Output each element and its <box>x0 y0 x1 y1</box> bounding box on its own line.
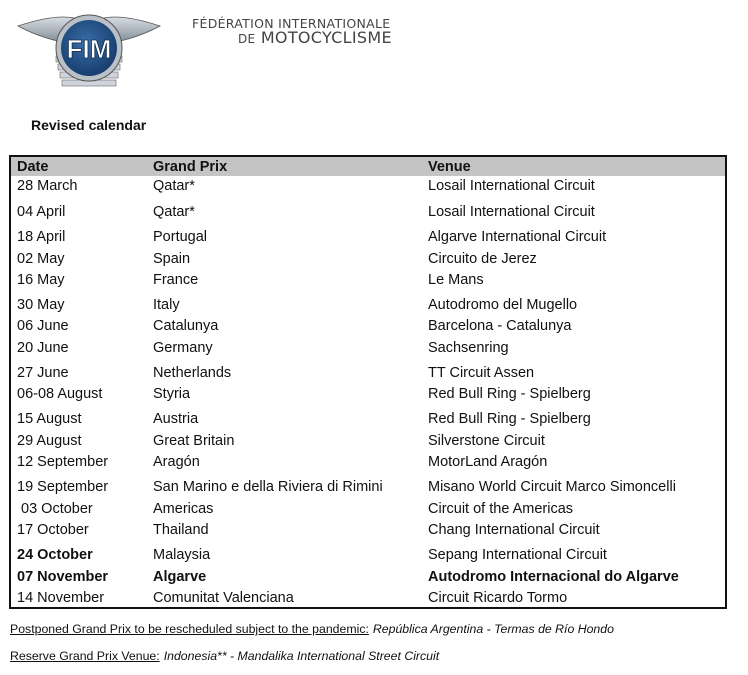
venue-cell: Red Bull Ring - Spielberg <box>428 385 591 402</box>
venue-cell: Circuit Ricardo Tormo <box>428 589 568 606</box>
header-date: Date <box>17 159 49 175</box>
table-row <box>11 452 725 472</box>
grand-prix-cell: Austria <box>153 410 199 427</box>
grand-prix-cell: Italy <box>153 296 180 313</box>
grand-prix-cell: Algarve <box>153 568 207 585</box>
grand-prix-cell: Qatar* <box>153 203 195 220</box>
venue-cell: Algarve International Circuit <box>428 228 607 245</box>
grand-prix-cell: France <box>153 271 199 288</box>
reserve-label: Reserve Grand Prix Venue: <box>10 649 160 663</box>
table-row <box>11 227 725 247</box>
table-row <box>11 588 725 608</box>
venue-cell: Silverstone Circuit <box>428 432 545 449</box>
venue-cell: Sepang International Circuit <box>428 546 607 563</box>
org-name-line2 <box>238 28 392 47</box>
date-cell: 28 March <box>17 177 78 194</box>
postponed-label: Postponed Grand Prix to be rescheduled subject to the pandemic: <box>10 622 369 636</box>
table-row <box>11 316 725 336</box>
venue-cell: Losail International Circuit <box>428 177 595 194</box>
org-name-main: MOTOCYCLISME <box>260 28 392 47</box>
date-cell: 16 May <box>17 271 65 288</box>
date-cell: 12 September <box>17 453 109 470</box>
table-header <box>11 157 725 176</box>
table-row <box>11 270 725 290</box>
table-row <box>11 545 725 565</box>
venue-cell: Circuito de Jerez <box>428 250 537 267</box>
calendar-table <box>9 155 727 609</box>
grand-prix-cell: Germany <box>153 339 213 356</box>
grand-prix-cell: Aragón <box>153 453 200 470</box>
date-cell: 27 June <box>17 364 69 381</box>
grand-prix-cell: Netherlands <box>153 364 232 381</box>
table-row <box>11 409 725 429</box>
date-cell: 15 August <box>17 410 82 427</box>
table-row <box>11 477 725 497</box>
table-row <box>11 384 725 404</box>
venue-cell: TT Circuit Assen <box>428 364 535 381</box>
reserve-value: Indonesia** - Mandalika International Street Circuit <box>163 649 440 663</box>
venue-cell: MotorLand Aragón <box>428 453 548 470</box>
date-cell: 24 October <box>17 546 93 563</box>
table-row <box>11 338 725 358</box>
date-cell: 06-08 August <box>17 385 103 402</box>
date-cell: 07 November <box>17 568 109 585</box>
venue-cell: Circuit of the Americas <box>428 500 574 517</box>
date-cell: 02 May <box>17 250 65 267</box>
venue-cell: Autodromo del Mugello <box>428 296 578 313</box>
grand-prix-cell: Spain <box>153 250 191 267</box>
grand-prix-cell: Catalunya <box>153 317 219 334</box>
table-row <box>11 520 725 540</box>
date-cell: 29 August <box>17 432 82 449</box>
grand-prix-cell: San Marino e della Riviera di Rimini <box>153 478 383 495</box>
table-row <box>11 363 725 383</box>
venue-cell: Le Mans <box>428 271 484 288</box>
table-row <box>11 249 725 269</box>
postponed-note <box>10 622 614 636</box>
venue-cell: Autodromo Internacional do Algarve <box>428 568 679 585</box>
grand-prix-cell: Americas <box>153 500 214 517</box>
venue-cell: Chang International Circuit <box>428 521 600 538</box>
page-title: Revised calendar <box>31 117 147 133</box>
header-grand-prix: Grand Prix <box>153 159 228 175</box>
grand-prix-cell: Qatar* <box>153 177 195 194</box>
grand-prix-cell: Great Britain <box>153 432 235 449</box>
header-venue: Venue <box>428 159 471 175</box>
table-row <box>11 499 725 519</box>
grand-prix-cell: Styria <box>153 385 191 402</box>
date-cell: 06 June <box>17 317 69 334</box>
venue-cell: Misano World Circuit Marco Simoncelli <box>428 478 676 495</box>
org-name-line1: FÉDÉRATION INTERNATIONALE <box>192 16 391 31</box>
fim-logo <box>14 4 164 96</box>
venue-cell: Sachsenring <box>428 339 509 356</box>
table-row <box>11 202 725 222</box>
date-cell: 18 April <box>17 228 66 245</box>
date-cell: 04 April <box>17 203 66 220</box>
fim-logo-text: FIM <box>66 34 112 64</box>
date-cell: 17 October <box>17 521 89 538</box>
date-cell: 03 October <box>17 500 93 517</box>
grand-prix-cell: Thailand <box>153 521 209 538</box>
date-cell: 14 November <box>17 589 105 606</box>
org-name-prefix: DE <box>238 32 256 46</box>
table-row <box>11 567 725 587</box>
table-row <box>11 295 725 315</box>
postponed-value: República Argentina - Termas de Río Hondo <box>372 622 614 636</box>
grand-prix-cell: Comunitat Valenciana <box>153 589 294 606</box>
date-cell: 19 September <box>17 478 109 495</box>
grand-prix-cell: Portugal <box>153 228 208 245</box>
venue-cell: Losail International Circuit <box>428 203 595 220</box>
date-cell: 20 June <box>17 339 69 356</box>
grand-prix-cell: Malaysia <box>153 546 211 563</box>
venue-cell: Barcelona - Catalunya <box>428 317 572 334</box>
table-row <box>11 431 725 451</box>
venue-cell: Red Bull Ring - Spielberg <box>428 410 591 427</box>
reserve-note <box>10 649 439 663</box>
date-cell: 30 May <box>17 296 65 313</box>
table-row <box>11 176 725 196</box>
